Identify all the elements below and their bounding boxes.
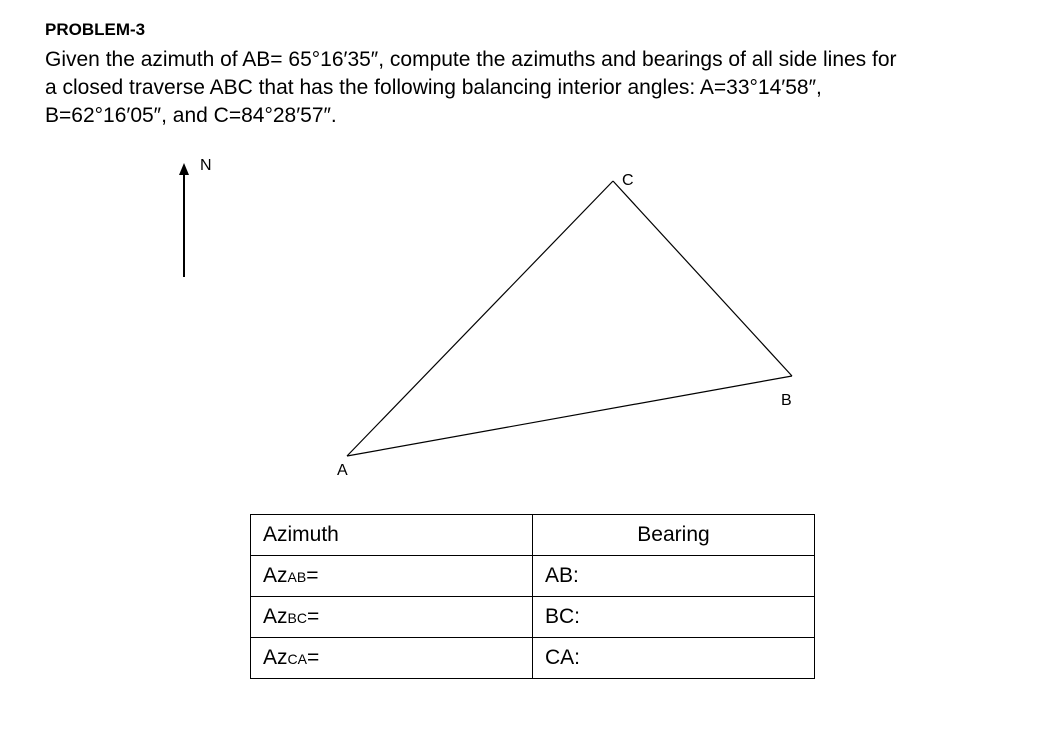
- side-bc: [613, 181, 792, 376]
- az-subscript: CA: [287, 651, 307, 667]
- azimuth-ab-cell: [251, 556, 533, 597]
- bearing-ab-cell: AB:: [533, 556, 815, 597]
- north-label: N: [200, 157, 212, 174]
- az-subscript: AB: [287, 569, 307, 585]
- table-row: [251, 597, 815, 638]
- bearing-ca-cell: CA:: [533, 638, 815, 679]
- header-azimuth: Azimuth: [251, 515, 533, 556]
- az-subscript: BC: [287, 610, 307, 626]
- problem-title: PROBLEM-3: [45, 20, 146, 39]
- az-prefix: Az: [263, 605, 288, 628]
- point-b-label: B: [781, 392, 792, 409]
- az-prefix: Az: [263, 564, 288, 587]
- point-c-label: C: [622, 172, 634, 189]
- azimuth-bc-cell: [251, 597, 533, 638]
- table-row: [251, 556, 815, 597]
- point-a-label: A: [337, 462, 348, 479]
- bearing-bc-cell: BC:: [533, 597, 815, 638]
- az-equals: =: [306, 564, 319, 587]
- problem-line-3: B=62°16′05″, and C=84°28′57″.: [45, 104, 337, 127]
- north-arrow-head-icon: [179, 163, 189, 175]
- problem-line-1: Given the azimuth of AB= 65°16′35″, compute the azimuths and bearings of all side lines for: [45, 48, 897, 71]
- problem-line-2: a closed traverse ABC that has the following balancing interior angles: A=33°14′58″,: [45, 76, 822, 99]
- side-ab: [347, 376, 792, 456]
- answer-table: [250, 514, 815, 679]
- az-prefix: Az: [263, 646, 288, 669]
- azimuth-ca-cell: [251, 638, 533, 679]
- table-row: [251, 638, 815, 679]
- az-equals: =: [306, 646, 320, 669]
- az-equals: =: [306, 605, 320, 628]
- header-bearing: Bearing: [533, 515, 815, 556]
- table-header-row: [251, 515, 815, 556]
